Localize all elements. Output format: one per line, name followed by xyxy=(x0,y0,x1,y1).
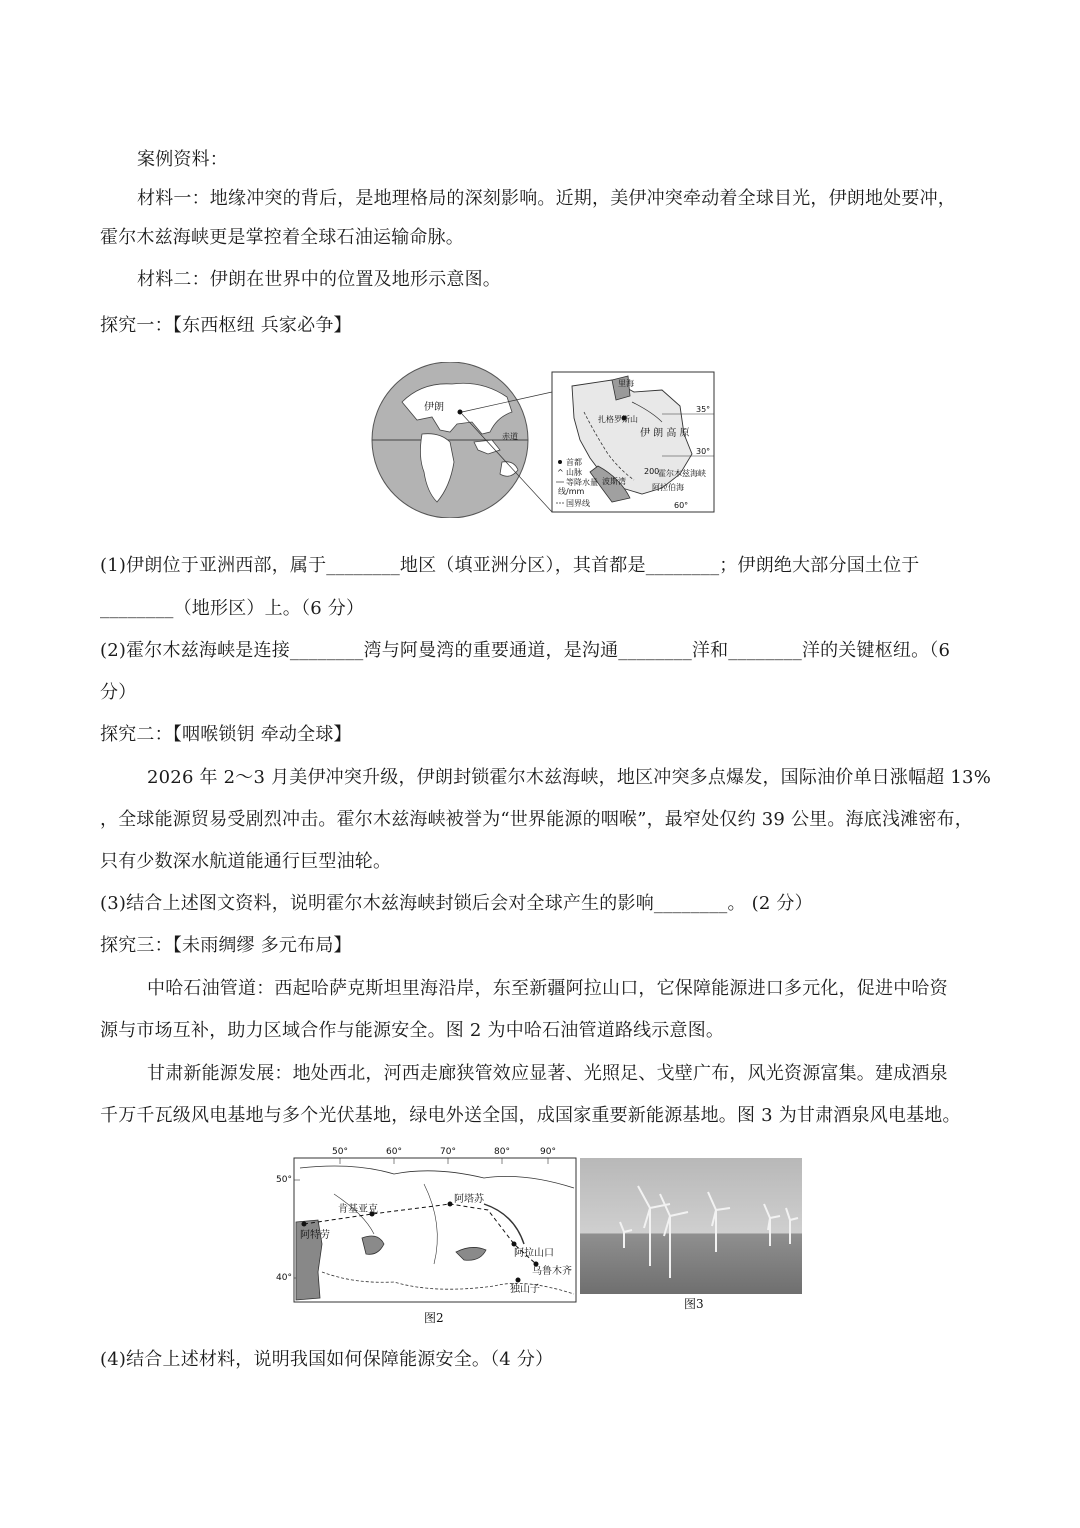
paragraph4-line1: 甘肃新能源发展：地处西北，河西走廊狭管效应显著、光照足、戈壁广布，风光资源富集。建成酒泉 xyxy=(147,1063,948,1084)
question1-line2: ________（地形区）上。（6 分） xyxy=(100,598,365,619)
map-label-arabian: 阿拉伯海 xyxy=(652,483,684,492)
material2-text: 材料二：伊朗在世界中的位置及地形示意图。 xyxy=(137,269,501,290)
question2-line1: (2)霍尔木兹海峡是连接________湾与阿曼湾的重要通道，是沟通________洋和________洋的关键枢纽。（6 xyxy=(100,640,951,661)
lat40-label: 40° xyxy=(276,1273,292,1283)
legend-rainfall-unit: 线/mm xyxy=(558,487,585,496)
question1-line1: (1)伊朗位于亚洲西部，属于________地区（填亚洲分区），其首都是________；伊朗绝大部分国土位于 xyxy=(100,555,920,576)
map-label-persian: 波斯湾 xyxy=(602,477,626,486)
lon90-label: 90° xyxy=(540,1147,556,1157)
lon60-label: 60° xyxy=(386,1147,402,1157)
material1-line2: 霍尔木兹海峡更是掌控着全球石油运输命脉。 xyxy=(100,227,464,248)
figure1-iran-location xyxy=(362,362,722,518)
figure3-wind-farm-photo xyxy=(580,1158,802,1330)
city-alashankou: 阿拉山口 xyxy=(514,1248,554,1259)
city-atyrau: 阿特劳 xyxy=(300,1230,330,1241)
paragraph3-line2: 源与市场互补，助力区域合作与能源安全。图 2 为中哈石油管道路线示意图。 xyxy=(100,1020,725,1041)
lat50-label: 50° xyxy=(276,1175,292,1185)
legend-mountain: 山脉 xyxy=(566,468,582,477)
lat35-label: 35° xyxy=(696,405,711,414)
globe-label-equator: 赤道 xyxy=(502,432,518,441)
legend-rainfall: 等降水量 xyxy=(566,478,598,487)
city-kenkiyak: 肯基亚克 xyxy=(338,1204,378,1215)
intro-text: 案例资料： xyxy=(137,149,228,170)
question3: (3)结合上述图文资料，说明霍尔木兹海峡封锁后会对全球产生的影响________。 (2 分） xyxy=(100,893,813,914)
paragraph2-line1: 2026 年 2～3 月美伊冲突升级，伊朗封锁霍尔木兹海峡，地区冲突多点爆发，国际油价单日涨幅超 13% xyxy=(147,767,992,788)
map-label-hormuz: 霍尔木兹海峡 xyxy=(658,469,706,478)
map-label-zagros: 扎格罗斯山 xyxy=(598,415,638,424)
map-label-plateau: 伊 朗 高 原 xyxy=(640,428,690,439)
paragraph2-line2: ，全球能源贸易受剧烈冲击。霍尔木兹海峡被誉为“世界能源的咽喉”，最窄处仅约 39 公里。海底浅滩密布， xyxy=(100,809,973,830)
paragraph4-line2: 千万千瓦级风电基地与多个光伏基地，绿电外送全国，成国家重要新能源基地。图 3 为甘肃酒泉风电基地。 xyxy=(100,1105,961,1126)
lon80-label: 80° xyxy=(494,1147,510,1157)
city-dushanzi: 独山子 xyxy=(510,1284,540,1295)
figure3-caption: 图3 xyxy=(684,1297,704,1311)
question2-line2: 分） xyxy=(100,682,137,703)
material1-line1: 材料一：地缘冲突的背后，是地理格局的深刻影响。近期，美伊冲突牵动着全球目光，伊朗地处要冲， xyxy=(137,188,956,209)
paragraph3-line1: 中哈石油管道：西起哈萨克斯坦里海沿岸，东至新疆阿拉山口，它保障能源进口多元化，促进中哈资 xyxy=(147,978,948,999)
iran-terrain-map xyxy=(552,372,714,512)
svg-text:^: ^ xyxy=(557,468,564,477)
lon70-label: 70° xyxy=(440,1147,456,1157)
contour200-label: 200 xyxy=(644,467,660,476)
explore3-heading: 探究三：【未雨绸缪 多元布局】 xyxy=(100,935,352,956)
paragraph2-line3: 只有少数深水航道能通行巨型油轮。 xyxy=(100,851,392,872)
globe xyxy=(372,362,552,518)
lon50-label: 50° xyxy=(332,1147,348,1157)
question4: (4)结合上述材料，说明我国如何保障能源安全。（4 分） xyxy=(100,1349,554,1370)
iran-marker xyxy=(458,410,463,415)
map-label-caspian: 里海 xyxy=(618,379,634,388)
explore2-heading: 探究二：【咽喉锁钥 牵动全球】 xyxy=(100,724,352,745)
lat30-label: 30° xyxy=(696,447,711,456)
city-urumqi: 乌鲁木齐 xyxy=(532,1266,572,1277)
city-atasu: 阿塔苏 xyxy=(454,1194,484,1205)
lon60-label: 60° xyxy=(674,501,689,510)
globe-label-iran: 伊朗 xyxy=(424,402,444,413)
legend-border: 国界线 xyxy=(566,499,590,508)
explore1-heading: 探究一：【东西枢纽 兵家必争】 xyxy=(100,315,352,336)
figure2-caption: 图2 xyxy=(424,1311,444,1325)
figure2-pipeline-map xyxy=(274,1144,580,1330)
legend-capital: 首都 xyxy=(566,458,582,467)
